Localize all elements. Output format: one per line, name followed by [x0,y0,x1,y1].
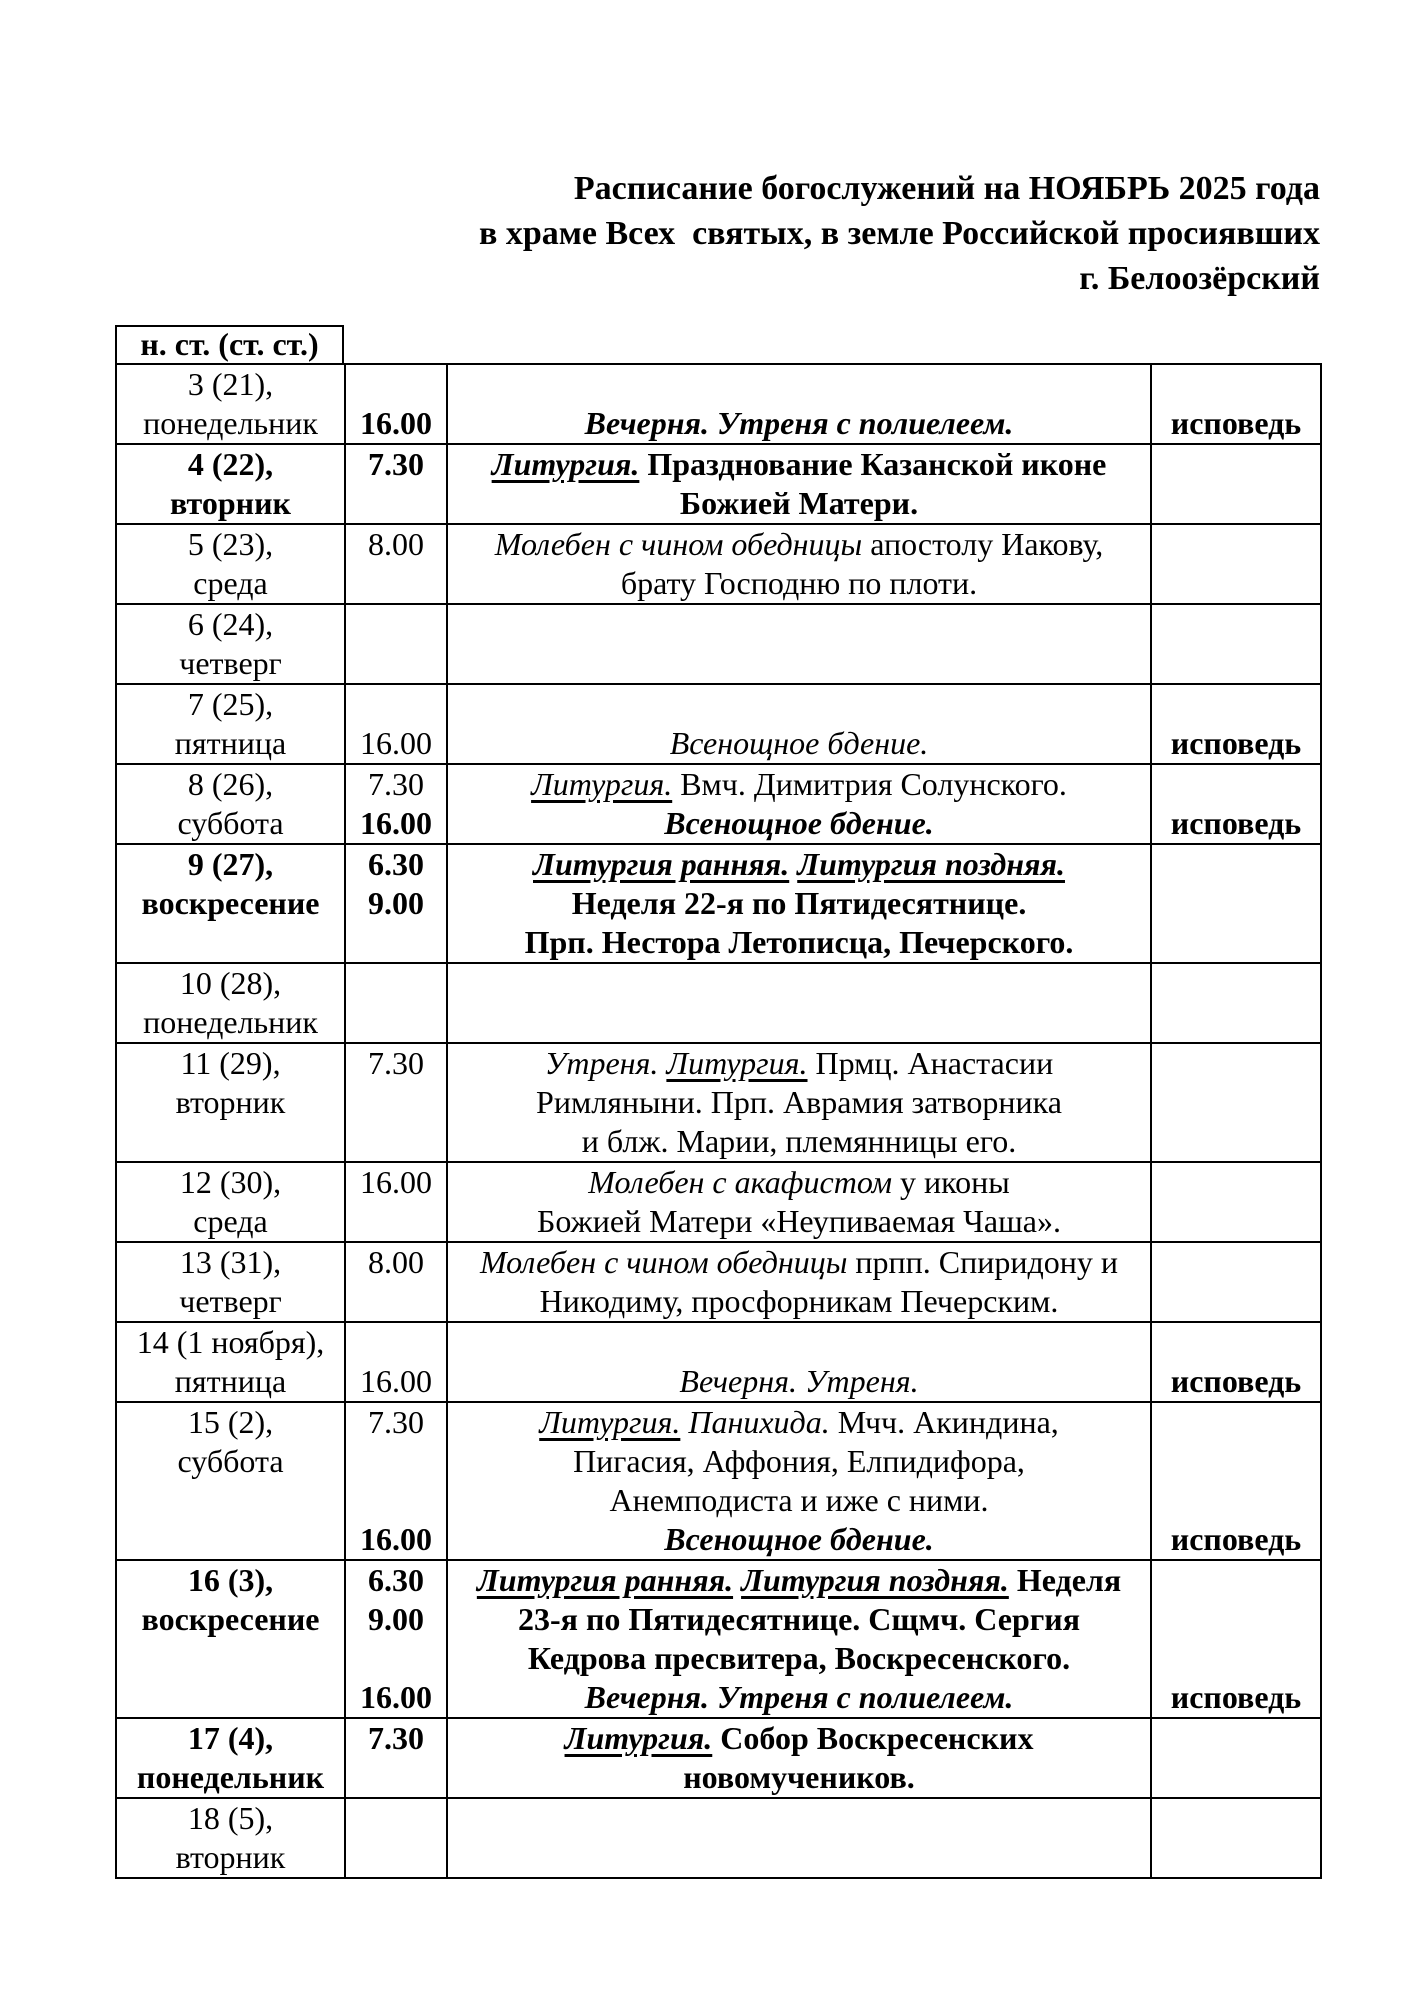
service-cell [447,1798,1151,1878]
service-line [448,685,1150,724]
date-line: пятница [174,725,287,761]
service-line [448,1243,1150,1282]
confession-line: исповедь [1170,405,1302,441]
confession-line [1152,445,1320,484]
service-text: 23-я по Пятидесятнице. Сщмч. Сергия [517,1601,1081,1637]
table-row [116,1798,1321,1878]
confession-cell [1151,1242,1321,1322]
time-line: 8.00 [368,1244,424,1280]
schedule-table-body [116,364,1321,1878]
table-row [116,604,1321,684]
table-row [116,1043,1321,1162]
service-text: Римляныни. Прп. Аврамия затворника [536,1084,1062,1120]
service-text: Анемподиста и иже с ними. [609,1482,989,1518]
table-row [116,1560,1321,1718]
date-line: 4 (22), [187,446,274,482]
table-row [116,1242,1321,1322]
service-text: Вмч. Димитрия Солунского. [672,766,1067,802]
confession-line [1152,564,1320,603]
confession-cell [1151,1718,1321,1798]
time-cell [345,1718,447,1798]
service-line [448,1639,1150,1678]
service-text: Молебен с чином обедницы [479,1244,848,1280]
confession-line [1152,845,1320,884]
service-cell [447,364,1151,444]
confession-line [1152,1758,1320,1797]
service-text: Молебен с чином обедницы [494,526,863,562]
time-line: 16.00 [360,1679,432,1715]
service-line [448,1282,1150,1321]
time-line: 7.30 [368,446,424,482]
time-cell [345,1402,447,1560]
date-line: 10 (28), [179,965,282,1001]
time-line: 7.30 [368,766,424,802]
service-line [448,445,1150,484]
service-text: Неделя [1008,1562,1122,1598]
service-line [448,605,1150,644]
service-text: Божией Матери. [679,485,919,521]
date-line [117,1639,344,1678]
service-text: Никодиму, просфорникам Печерским. [539,1283,1059,1319]
table-row [116,444,1321,524]
time-line: 9.00 [368,1601,424,1637]
service-cell [447,963,1151,1043]
confession-line [1152,365,1320,404]
service-text: Мчч. Акиндина, [829,1404,1059,1440]
time-line [346,1442,446,1481]
confession-cell [1151,1162,1321,1242]
confession-line [1152,1799,1320,1838]
confession-cell [1151,844,1321,963]
time-line: 8.00 [368,526,424,562]
service-text: Литургия. [539,1404,681,1440]
service-line [448,1719,1150,1758]
time-line: 16.00 [360,725,432,761]
service-line [448,1678,1150,1717]
date-line: 8 (26), [187,766,274,802]
date-line: среда [193,565,268,601]
service-line [448,644,1150,683]
date-cell [116,684,345,764]
service-text: апостолу Иакову, [862,526,1104,562]
service-line [448,1600,1150,1639]
date-line: 5 (23), [187,526,274,562]
date-cell [116,364,345,444]
date-line: 15 (2), [187,1404,274,1440]
time-cell [345,604,447,684]
confession-cell [1151,604,1321,684]
confession-line [1152,685,1320,724]
time-line [346,1639,446,1678]
time-line [346,1122,446,1161]
confession-cell [1151,524,1321,604]
table-row [116,1162,1321,1242]
service-line [448,1122,1150,1161]
time-line: 16.00 [360,805,432,841]
date-line: 13 (31), [179,1244,282,1280]
service-cell [447,1560,1151,1718]
service-line [448,1362,1150,1401]
confession-line [1152,644,1320,683]
service-text: новомучеников. [683,1759,915,1795]
time-line: 6.30 [368,846,424,882]
service-text: Собор Воскресенских [712,1720,1034,1756]
service-line [448,1838,1150,1877]
date-cell [116,1798,345,1878]
confession-line [1152,1719,1320,1758]
confession-line [1152,1282,1320,1321]
time-line [346,564,446,603]
confession-line [1152,1442,1320,1481]
service-cell [447,444,1151,524]
time-cell [345,1798,447,1878]
time-line [346,1758,446,1797]
service-text: брату Господню по плоти. [620,565,978,601]
service-text: Неделя 22-я по Пятидесятнице. [571,885,1027,921]
confession-line: исповедь [1170,1363,1302,1399]
confession-cell [1151,1402,1321,1560]
service-line [448,564,1150,603]
confession-cell [1151,444,1321,524]
service-cell [447,764,1151,844]
service-line [448,1442,1150,1481]
service-text: прпп. Спиридону и [847,1244,1119,1280]
date-line: 12 (30), [179,1164,282,1200]
date-cell [116,1718,345,1798]
confession-line: исповедь [1170,1679,1302,1715]
service-text [733,1562,741,1598]
confession-line [1152,1561,1320,1600]
service-text: Литургия ранняя. [533,846,790,882]
date-cell [116,444,345,524]
confession-line: исповедь [1170,1521,1302,1557]
confession-cell [1151,1043,1321,1162]
time-line [346,605,446,644]
time-line [346,1003,446,1042]
time-line: 7.30 [368,1720,424,1756]
table-row [116,1718,1321,1798]
time-line [346,1481,446,1520]
time-cell [345,524,447,604]
date-cell [116,1402,345,1560]
service-line [448,804,1150,843]
confession-line [1152,605,1320,644]
time-line [346,964,446,1003]
document-title [115,166,1320,301]
service-line [448,845,1150,884]
date-line: понедельник [143,1004,318,1040]
date-line: четверг [179,645,282,681]
time-line [346,1282,446,1321]
title-line-2: в храме Всех святых, в земле Российской просиявших [478,215,1320,252]
service-text: Утреня. [544,1045,659,1081]
service-text: Литургия. [531,766,673,802]
service-text: Молебен с акафистом [588,1164,893,1200]
time-cell [345,844,447,963]
service-text: Литургия. [491,446,640,482]
time-line: 16.00 [360,405,432,441]
date-line: вторник [170,485,291,521]
confession-cell [1151,1322,1321,1402]
time-cell [345,684,447,764]
date-line [117,1520,344,1559]
service-text: Панихида. [688,1404,830,1440]
confession-line [1152,1481,1320,1520]
confession-line [1152,964,1320,1003]
service-text: Литургия ранняя. [476,1562,734,1598]
date-line: 7 (25), [187,686,274,722]
service-text: и блж. Марии, племянницы его. [581,1123,1017,1159]
date-line: суббота [177,1443,284,1479]
service-text: Литургия поздняя. [741,1562,1009,1598]
service-text: Литургия. [564,1720,713,1756]
date-line: понедельник [136,1759,325,1795]
date-line: вторник [175,1839,286,1875]
schedule-table [115,363,1322,1879]
time-cell [345,963,447,1043]
date-line: пятница [174,1363,287,1399]
confession-line [1152,1600,1320,1639]
service-line [448,1403,1150,1442]
table-row [116,844,1321,963]
date-line [117,1481,344,1520]
time-line: 16.00 [360,1164,432,1200]
service-text: Вечерня. Утреня с полиелеем. [584,1679,1014,1715]
time-line [346,923,446,962]
confession-line: исповедь [1170,725,1302,761]
service-text: у иконы [892,1164,1010,1200]
service-text: Кедрова пресвитера, Воскресенского. [527,1640,1071,1676]
service-line [448,525,1150,564]
service-cell [447,1402,1151,1560]
confession-line [1152,1044,1320,1083]
time-line [346,1838,446,1877]
time-line: 16.00 [360,1521,432,1557]
table-row [116,364,1321,444]
time-cell [345,764,447,844]
confession-line: исповедь [1170,805,1302,841]
date-line: 6 (24), [187,606,274,642]
service-line [448,1323,1150,1362]
confession-line [1152,1323,1320,1362]
date-line: понедельник [143,405,318,441]
service-cell [447,1242,1151,1322]
service-text: Всенощное бдение. [669,725,929,761]
service-text: Вечерня. Утреня с полиелеем. [584,405,1014,441]
confession-cell [1151,364,1321,444]
date-cell [116,963,345,1043]
service-cell [447,524,1151,604]
confession-line [1152,1202,1320,1241]
time-line: 16.00 [360,1363,432,1399]
time-cell [345,1043,447,1162]
time-cell [345,1242,447,1322]
time-line [346,1323,446,1362]
confession-line [1152,1003,1320,1042]
table-row [116,524,1321,604]
service-line [448,1520,1150,1559]
date-line: суббота [177,805,284,841]
service-text: Всенощное бдение. [664,805,934,841]
date-line: 14 (1 ноября), [136,1324,325,1360]
confession-line [1152,765,1320,804]
service-text: Прмц. Анастасии [807,1045,1054,1081]
service-line [448,365,1150,404]
date-line: воскресение [141,1601,320,1637]
confession-line [1152,525,1320,564]
table-row [116,963,1321,1043]
time-line [346,1202,446,1241]
service-line [448,1163,1150,1202]
time-line [346,1799,446,1838]
time-line [346,644,446,683]
confession-line [1152,884,1320,923]
title-line-3: г. Белоозёрский [1079,260,1320,297]
date-line: среда [193,1203,268,1239]
confession-line [1152,1243,1320,1282]
service-cell [447,684,1151,764]
confession-line [1152,1403,1320,1442]
time-line: 7.30 [368,1404,424,1440]
time-cell [345,1560,447,1718]
confession-line [1152,484,1320,523]
service-line [448,1481,1150,1520]
table-row [116,1322,1321,1402]
service-line [448,404,1150,443]
date-cell [116,604,345,684]
service-text: Пигасия, Аффония, Елпидифора, [573,1443,1025,1479]
date-line [117,1122,344,1161]
service-line [448,484,1150,523]
date-line: 3 (21), [187,366,274,402]
service-line [448,724,1150,763]
confession-cell [1151,963,1321,1043]
service-cell [447,844,1151,963]
date-cell [116,1322,345,1402]
service-line [448,1044,1150,1083]
table-row [116,764,1321,844]
time-line: 6.30 [368,1562,424,1598]
service-text: Всенощное бдение. [664,1521,934,1557]
date-cell [116,524,345,604]
time-cell [345,1162,447,1242]
service-text: Божией Матери «Неупиваемая Чаша». [537,1203,1061,1239]
service-cell [447,1162,1151,1242]
service-cell [447,1043,1151,1162]
time-cell [345,364,447,444]
date-line [117,923,344,962]
date-line: четверг [179,1283,282,1319]
date-cell [116,764,345,844]
confession-line [1152,1122,1320,1161]
date-line: 9 (27), [187,846,274,882]
date-line: 17 (4), [187,1720,274,1756]
date-line: 16 (3), [187,1562,274,1598]
table-corner-header: н. ст. (ст. ст.) [115,325,344,365]
date-cell [116,1162,345,1242]
service-line [448,1083,1150,1122]
time-line: 9.00 [368,885,424,921]
date-line: 18 (5), [187,1800,274,1836]
service-line [448,884,1150,923]
confession-cell [1151,684,1321,764]
table-row [116,1402,1321,1560]
confession-cell [1151,764,1321,844]
service-line [448,765,1150,804]
service-line [448,923,1150,962]
time-line: 7.30 [368,1045,424,1081]
time-cell [345,1322,447,1402]
confession-line [1152,1083,1320,1122]
time-line [346,484,446,523]
service-line [448,1561,1150,1600]
date-cell [116,1560,345,1718]
confession-cell [1151,1560,1321,1718]
date-line: воскресение [141,885,320,921]
title-line-1: Расписание богослужений на НОЯБРЬ 2025 года [573,170,1320,207]
service-text: Литургия. [666,1045,808,1081]
confession-cell [1151,1798,1321,1878]
date-line [117,1678,344,1717]
service-text: Празднование Казанской иконе [639,446,1107,482]
confession-line [1152,1163,1320,1202]
date-line: 11 (29), [180,1045,281,1081]
service-line [448,1202,1150,1241]
confession-line [1152,923,1320,962]
service-line [448,1003,1150,1042]
table-row [116,684,1321,764]
time-line [346,1083,446,1122]
service-line [448,964,1150,1003]
service-cell [447,1322,1151,1402]
time-line [346,365,446,404]
service-text: Вечерня. Утреня. [679,1363,919,1399]
service-line [448,1799,1150,1838]
date-cell [116,1242,345,1322]
service-text: Литургия поздняя. [797,846,1065,882]
service-text: Прп. Нестора Летописца, Печерского. [524,924,1074,960]
service-cell [447,1718,1151,1798]
service-line [448,1758,1150,1797]
confession-line [1152,1838,1320,1877]
time-line [346,685,446,724]
date-cell [116,1043,345,1162]
confession-line [1152,1639,1320,1678]
date-cell [116,844,345,963]
time-cell [345,444,447,524]
date-line: вторник [175,1084,286,1120]
service-cell [447,604,1151,684]
